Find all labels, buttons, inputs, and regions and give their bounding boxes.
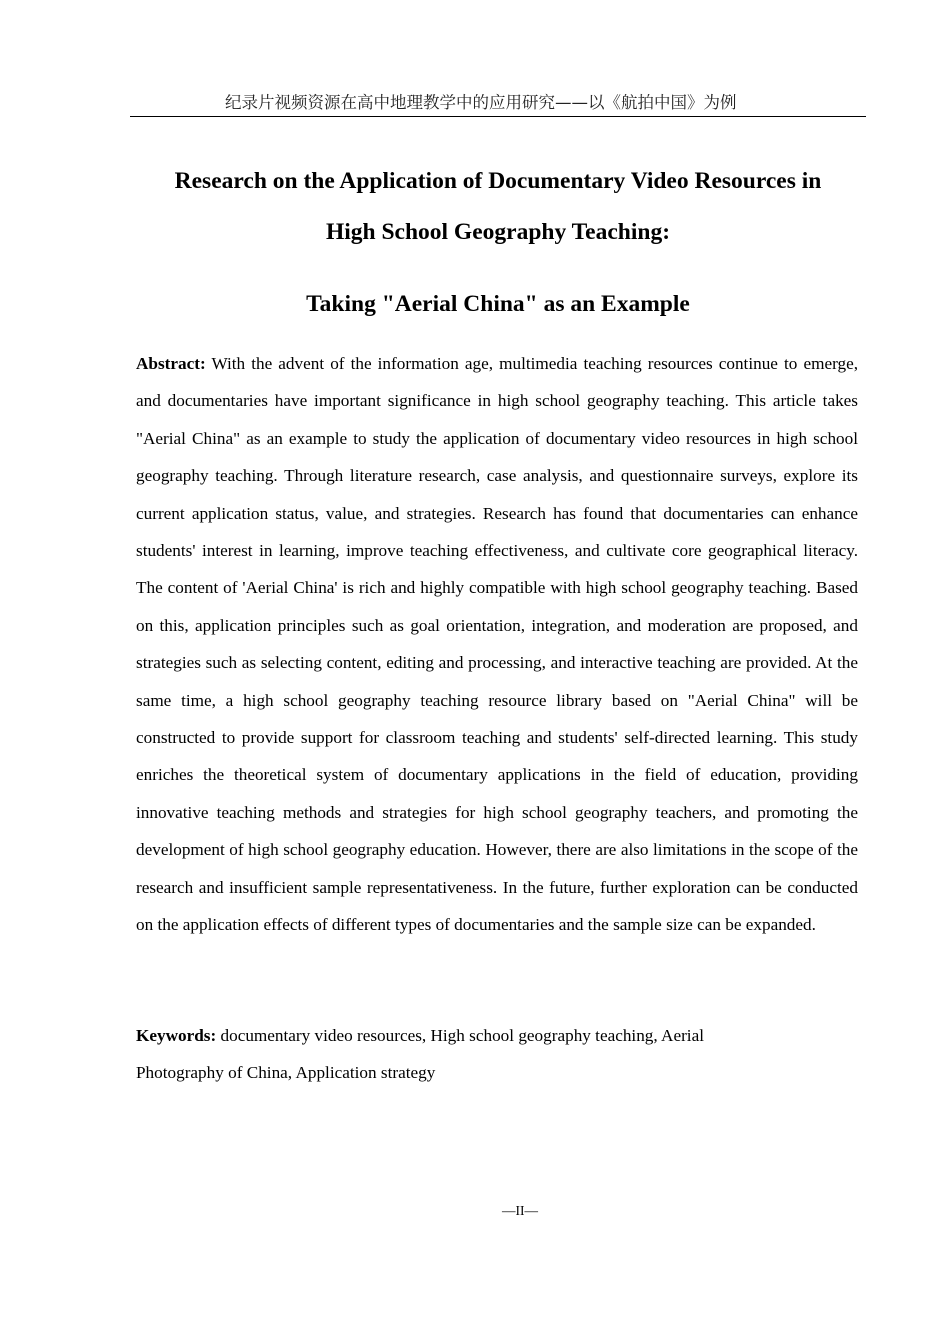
- abstract-label: Abstract:: [136, 354, 206, 373]
- keywords-paragraph: [136, 1017, 776, 1092]
- running-header-title: 纪录片视频资源在高中地理教学中的应用研究——以《航拍中国》为例: [225, 93, 737, 112]
- paper-title-line-1: Research on the Application of Documentary Video Resources in: [174, 168, 822, 194]
- keywords-text: documentary video resources, High school geography teaching, Aerial Photography of China, Application strategy: [136, 1026, 704, 1083]
- paper-subtitle: Taking "Aerial China" as an Example: [306, 291, 690, 317]
- abstract-paragraph: [136, 345, 858, 944]
- paper-title-line-2: High School Geography Teaching:: [325, 219, 671, 245]
- page-number: —II—: [502, 1203, 538, 1218]
- keywords-label: Keywords:: [136, 1026, 217, 1045]
- running-header: [130, 92, 866, 117]
- abstract-text: With the advent of the information age, multimedia teaching resources continue to emerge, and documentaries have important significance in high school geography teaching. This article takes "Aerial China" as an example to study the application of documentary video resources in high school geography teaching. Through literature research, case analysis, and questionnaire surveys, explore its current application status, value, and strategies. Research has found that documentaries can enhance students' interest in learning, improve teaching effectiveness, and cultivate core geographical literacy. The content of 'Aerial China' is rich and highly compatible with high school geography teaching. Based on this, application principles such as goal orientation, integration, and moderation are proposed, and strategies such as selecting content, editing and processing, and interactive teaching are provided. At the same time, a high school geography teaching resource library based on "Aerial China" will be constructed to provide support for classroom teaching and students' self-directed learning. This study enriches the theoretical system of documentary applications in the field of education, providing innovative teaching methods and strategies for high school geography teachers, and promoting the development of high school geography education. However, there are also limitations in the scope of the research and insufficient sample representativeness. In the future, further exploration can be conducted on the application effects of different types of documentaries and the sample size can be expanded.: [136, 354, 858, 935]
